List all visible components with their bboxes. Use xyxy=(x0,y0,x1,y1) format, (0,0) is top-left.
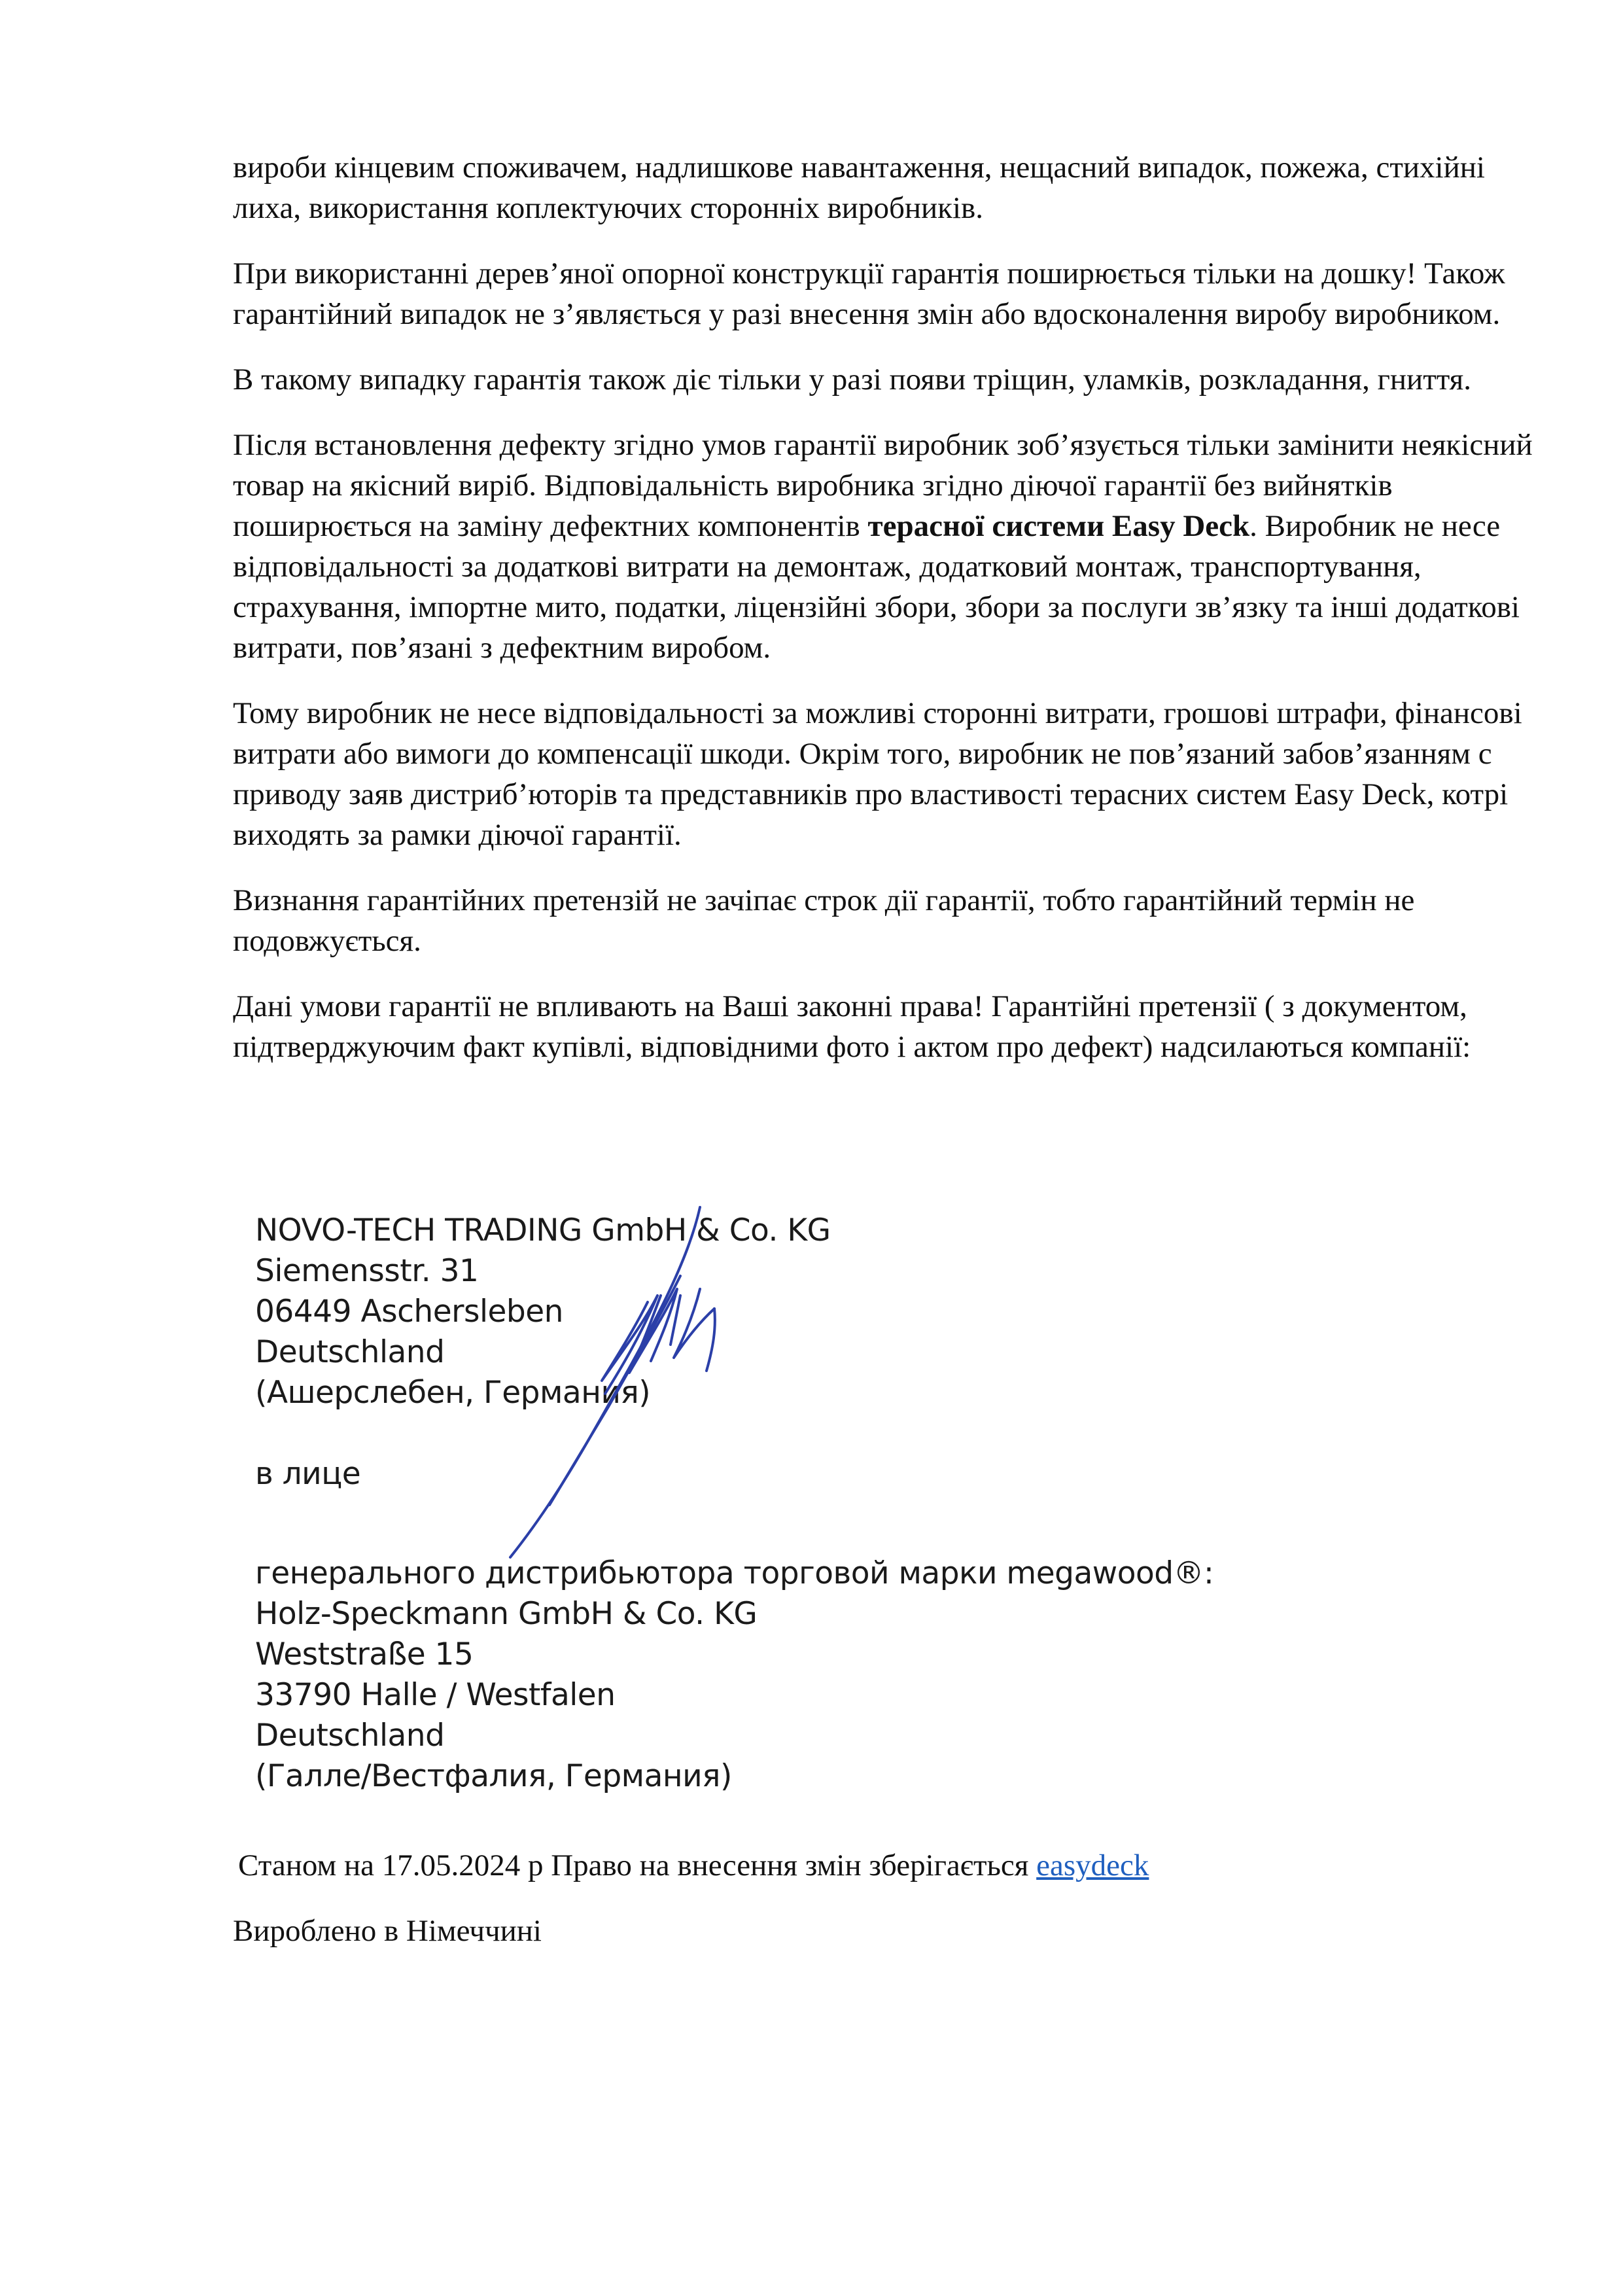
distributor-street: Weststraße 15 xyxy=(255,1636,474,1672)
company-street: Siemensstr. 31 xyxy=(255,1253,479,1289)
company-country: Deutschland xyxy=(255,1334,445,1370)
paragraph: Дані умови гарантії не впливають на Ваші законні права! Гарантійні претензії ( з документом, підтверджуючим факт купівлі, відповідними фото і актом про дефект) надсилаються компанії: xyxy=(233,989,1471,1064)
paragraph: Тому виробник не несе відповідальності за можливі сторонні витрати, грошові штрафи, фінансові витрати або вимоги до компенсації шкоди. Окрім того, виробник не пов’язаний забов’язанням с приводу заяв дистриб’юторів та представників про властивості терасних систем Easy Deck, котрі виходять за рамки діючої гарантії. xyxy=(233,696,1522,852)
distributor-country: Deutschland xyxy=(255,1718,445,1754)
paragraph: Визнання гарантійних претензій не зачіпає строк дії гарантії, тобто гарантійний термін не подовжується. xyxy=(233,883,1415,958)
footer xyxy=(233,1845,1149,1976)
easydeck-link[interactable]: easydeck xyxy=(1036,1848,1149,1882)
paragraph-text: . Виробник не несе відповідальності за додаткові витрати на демонтаж, додатковий монтаж, транспортування, страхування, імпортне мито, податки, ліцензійні збори, збори за послуги зв’язку та інші додаткові витрати, пов’язані з дефектним виробом. xyxy=(233,509,1520,665)
product-name: терасної системи Easy Deck xyxy=(867,509,1250,543)
distributor-name: Holz-Speckmann GmbH & Co. KG xyxy=(255,1596,758,1632)
company-city-note: (Ашерслебен, Германия) xyxy=(255,1375,651,1411)
in-person-label: в лице xyxy=(255,1456,361,1492)
company-name: NOVO-TECH TRADING GmbH & Co. KG xyxy=(255,1212,831,1248)
distributor-title: генерального дистрибьютора торговой марки megawood®: xyxy=(255,1555,1214,1591)
paragraph-with-bold xyxy=(233,425,1535,668)
status-line xyxy=(233,1845,1149,1886)
distributor-city: 33790 Halle / Westfalen xyxy=(255,1677,616,1713)
company-city: 06449 Aschersleben xyxy=(255,1294,563,1330)
handwritten-signature xyxy=(484,1197,785,1564)
paragraph: В такому випадку гарантія також діє тільки у разі появи тріщин, уламків, розкладання, гниття. xyxy=(233,362,1472,397)
made-in-label: Вироблено в Німеччині xyxy=(233,1914,542,1948)
status-text: Станом на 17.05.2024 р Право на внесення змін зберігається xyxy=(238,1848,1037,1882)
document-body xyxy=(233,147,1535,1092)
paragraph: вироби кінцевим споживачем, надлишкове навантаження, нещасний випадок, пожежа, стихійні лиха, використання коплектуючих сторонніх виробників. xyxy=(233,150,1485,225)
paragraph: При використанні дерев’яної опорної конструкції гарантія поширюється тільки на дошку! Також гарантійний випадок не з’являється у разі внесення змін або вдосконалення виробу виробником. xyxy=(233,256,1505,331)
paragraph-text: Після встановлення дефекту згідно умов гарантії виробник зоб’язується тільки замінити неякісний товар на якісний виріб. Відповідальність виробника згідно діючої гарантії без вийнятків поширюється на заміну дефектних компонентів xyxy=(233,428,1533,543)
distributor-city-note: (Галле/Вестфалия, Германия) xyxy=(255,1758,732,1794)
